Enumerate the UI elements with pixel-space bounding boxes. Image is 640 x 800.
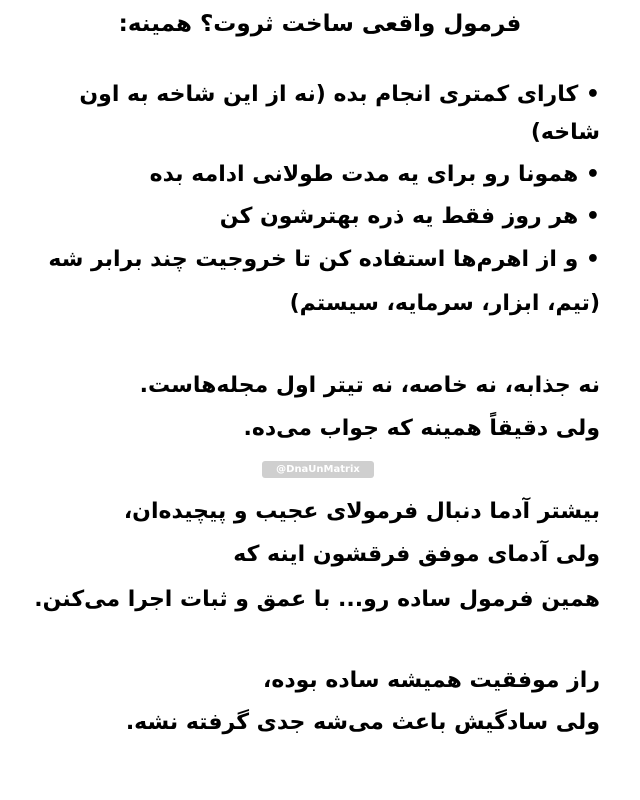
paragraph-3-line-2: ولی سادگیش باعث می‌شه جدی گرفته نشه. xyxy=(125,710,600,735)
post-title: فرمول واقعی ساخت ثروت؟ همینه: xyxy=(118,11,522,37)
bullet-4-line-2: (تیم، ابزار، سرمایه، سیستم) xyxy=(289,291,600,316)
bullet-3: • هر روز فقط یه ذره بهترشون کن xyxy=(219,204,600,229)
paragraph-2-line-3: همین فرمول ساده رو... با عمق و ثبات اجرا می‌کنن. xyxy=(34,587,600,612)
watermark-handle: @DnaUnMatrix xyxy=(262,461,374,478)
paragraph-1-line-1: نه جذابه، نه خاصه، نه تیتر اول مجله‌هاست. xyxy=(139,373,600,398)
paragraph-1-line-2: ولی دقیقاً همینه که جواب می‌ده. xyxy=(243,416,600,441)
bullet-4-line-1: • و از اهرم‌ها استفاده کن تا خروجیت چند برابر شه xyxy=(48,247,600,272)
paragraph-2-line-1: بیشتر آدما دنبال فرمولای عجیب و پیچیده‌ان، xyxy=(123,499,600,524)
bullet-1-line-1: • کارای کمتری انجام بده (نه از این شاخه به اون xyxy=(79,82,600,107)
paragraph-2-line-2: ولی آدمای موفق فرقشون اینه که xyxy=(233,542,600,567)
bullet-1-line-2: شاخه) xyxy=(530,120,600,145)
paragraph-3-line-1: راز موفقیت همیشه ساده بوده، xyxy=(262,668,600,693)
bullet-2: • همونا رو برای یه مدت طولانی ادامه بده xyxy=(149,162,600,187)
